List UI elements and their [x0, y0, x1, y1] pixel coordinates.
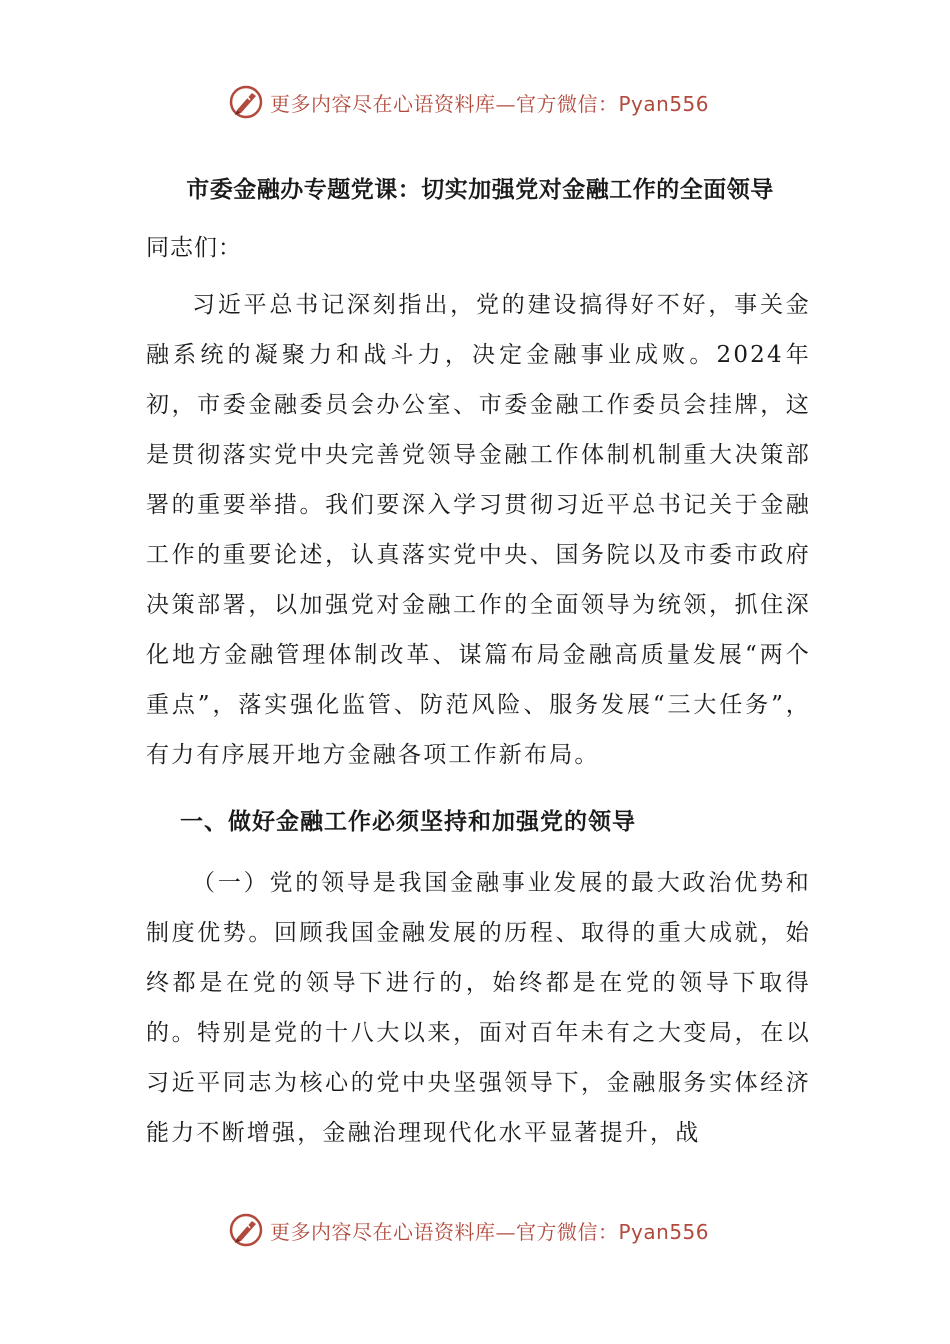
- header-banner: [228, 82, 709, 122]
- pen-logo-icon: [228, 1212, 264, 1248]
- section-heading: 一、做好金融工作必须坚持和加强党的领导: [180, 809, 636, 835]
- banner-text: 更多内容尽在心语资料库—官方微信：Pyan556: [270, 1219, 710, 1244]
- wechat-id: Pyan556: [618, 91, 710, 116]
- document-body: [146, 170, 811, 1158]
- intro-paragraph: 习近平总书记深刻指出，党的建设搞得好不好，事关金融系统的凝聚力和战斗力，决定金融事业成败。2024年初，市委金融委员会办公室、市委金融工作委员会挂牌，这是贯彻落实党中央完善党领导金融工作体制机制重大决策部署的重要举措。我们要深入学习贯彻习近平总书记关于金融工作的重要论述，认真落实党中央、国务院以及市委市政府决策部署，以加强党对金融工作的全面领导为统领，抓住深化地方金融管理体制改革、谋篇布局金融高质量发展“两个重点”，落实强化监管、防范风险、服务发展“三大任务”，有力有序展开地方金融各项工作新布局。: [146, 292, 811, 768]
- banner-text: 更多内容尽在心语资料库—官方微信：Pyan556: [270, 91, 710, 116]
- footer-banner: [228, 1210, 709, 1250]
- greeting: 同志们：: [146, 235, 242, 261]
- pen-logo-icon: [228, 84, 264, 120]
- section-paragraph: （一）党的领导是我国金融事业发展的最大政治优势和制度优势。回顾我国金融发展的历程、取得的重大成就，始终都是在党的领导下进行的，始终都是在党的领导下取得的。特别是党的十八大以来，面对百年未有之大变局，在以习近平同志为核心的党中央坚强领导下，金融服务实体经济能力不断增强，金融治理现代化水平显著提升，战: [146, 870, 811, 1146]
- wechat-id: Pyan556: [618, 1219, 710, 1244]
- document-title: 市委金融办专题党课：切实加强党对金融工作的全面领导: [186, 177, 774, 203]
